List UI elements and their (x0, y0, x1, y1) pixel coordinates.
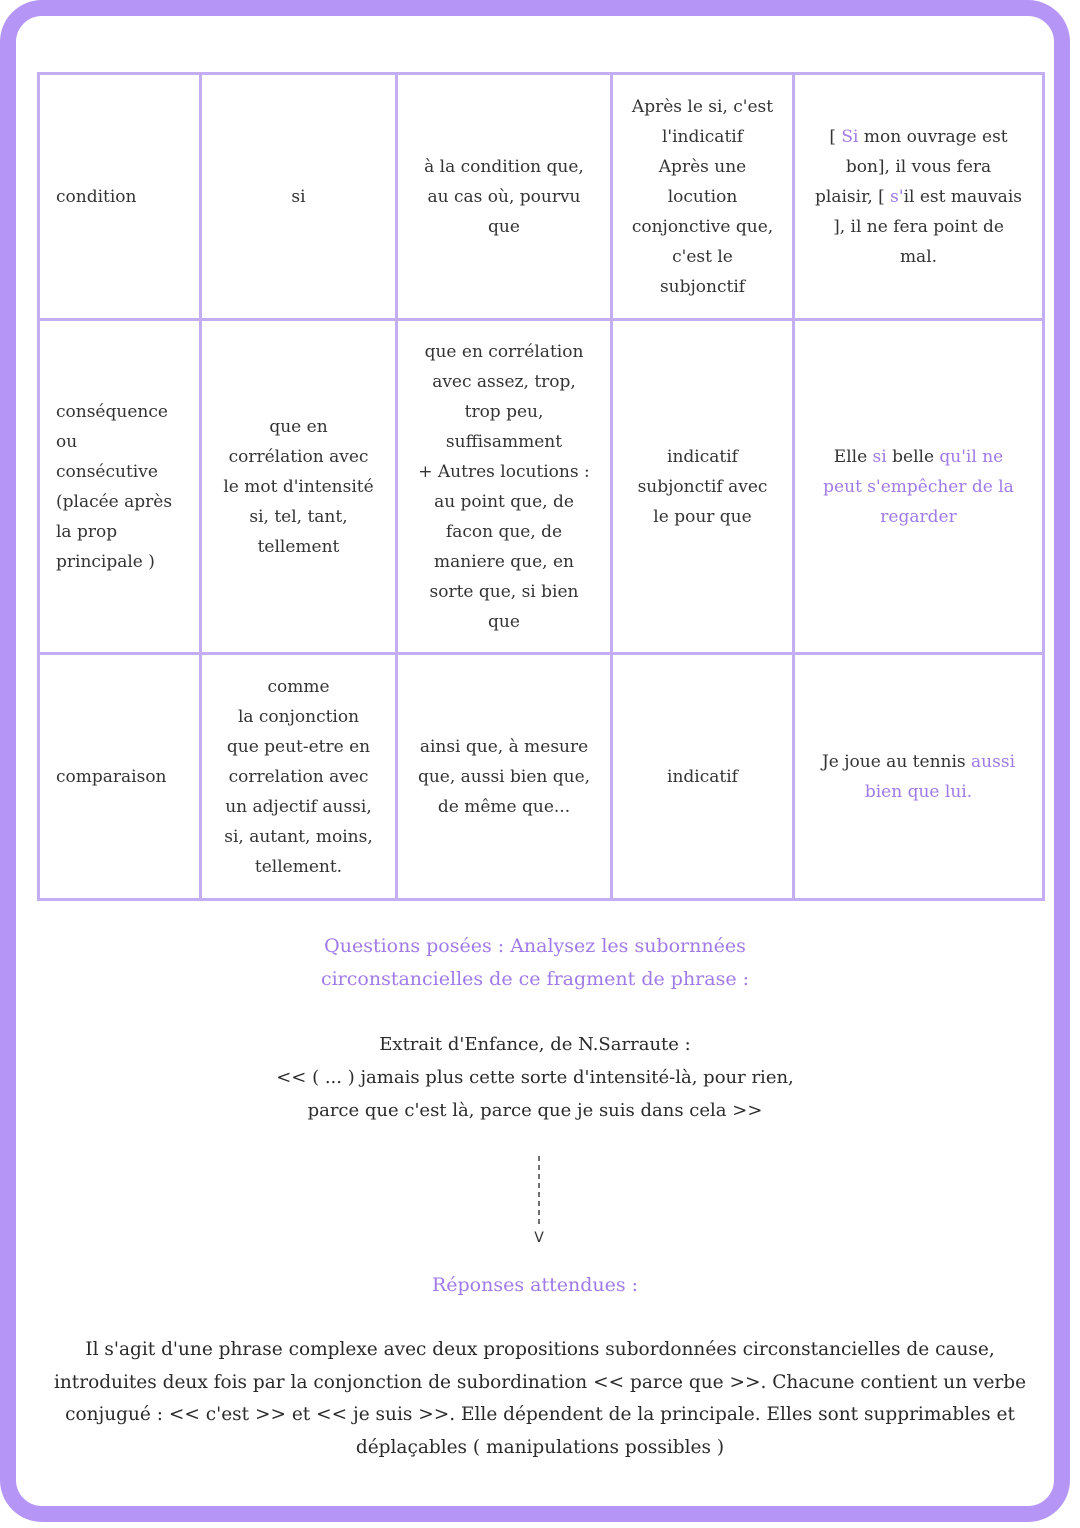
cell-line: si, autant, moins, (224, 826, 373, 847)
conjunction-cell (201, 654, 397, 900)
cell-line: si, tel, tant, (249, 506, 348, 527)
cell-line (809, 152, 1028, 182)
cell-line: que en (269, 416, 328, 437)
dashed-down-arrow-icon (532, 1156, 546, 1244)
questions-line-2: circonstancielles de ce fragment de phrase : (320, 968, 750, 990)
cell-line: que (488, 611, 520, 632)
questions-line-1: Questions posées : Analysez les subornnées (324, 935, 746, 957)
example-cell (794, 654, 1044, 900)
type-cell (39, 654, 201, 900)
cell-line: suffisamment (445, 431, 563, 452)
answers-body (50, 1334, 1030, 1464)
mode-cell (612, 654, 794, 900)
text-segment: mon ouvrage est (858, 126, 1008, 147)
conjunction-table (37, 72, 1045, 901)
cell-line: indicatif (667, 446, 738, 467)
cell-line: indicatif (667, 766, 738, 787)
cell-line: que, aussi bien que, (417, 766, 591, 787)
excerpt-line-2: parce que c'est là, parce que je suis dans cela >> (307, 1100, 763, 1121)
cell-line: + Autres locutions : (418, 461, 590, 482)
cell-line: un adjectif aussi, (225, 796, 372, 817)
cell-line: à la condition que, (424, 156, 584, 177)
cell-line (809, 777, 1028, 807)
text-segment: plaisir, [ (815, 186, 891, 207)
text-segment: ], il ne fera point de (833, 216, 1004, 237)
type-cell (39, 74, 201, 320)
text-segment: belle (886, 446, 940, 467)
cell-line: conjonctive que, (631, 216, 774, 237)
cell-line: maniere que, en (433, 551, 574, 572)
conjunction-cell (201, 74, 397, 320)
answers-line-4: déplaçables ( manipulations possibles ) (355, 1436, 725, 1458)
cell-line: la conjonction (237, 706, 360, 727)
cell-line: l'indicatif (661, 126, 744, 147)
mode-cell (612, 74, 794, 320)
text-segment: [ (829, 126, 842, 147)
cell-line: que (488, 216, 520, 237)
cell-line: correlation avec (228, 766, 369, 787)
excerpt-line-1: << ( ... ) jamais plus cette sorte d'intensité-là, pour rien, (276, 1067, 794, 1088)
cell-line: au point que, de (434, 491, 574, 512)
answers-line-2: introduites deux fois par la conjonction de subordination << parce que >>. Chacune contient un verbe (53, 1371, 1027, 1393)
cell-line: Après le si, c'est (631, 96, 774, 117)
cell-line: c'est le (672, 246, 733, 267)
cell-line (809, 747, 1028, 777)
text-segment: mal. (899, 246, 938, 267)
highlighted-segment: bien que lui. (864, 781, 973, 802)
cell-line: facon que, de (445, 521, 563, 542)
cell-line: la prop (56, 521, 118, 542)
cell-line: de même que... (437, 796, 571, 817)
cell-line: ou (56, 431, 78, 452)
answers-line-3: conjugué : << c'est >> et << je suis >>. Elle dépendent de la principale. Elles sont supprimables et (65, 1404, 1015, 1425)
cell-line: comme (267, 676, 330, 697)
highlighted-segment: s' (890, 186, 904, 207)
text-segment: bon], il vous fera (845, 156, 992, 177)
conjunction-cell (201, 320, 397, 654)
cell-line (809, 122, 1028, 152)
cell-line: corrélation avec (228, 446, 369, 467)
answers-line-1: Il s'agit d'une phrase complexe avec deux propositions subordonnées circonstancielles de cause, (85, 1339, 995, 1360)
cell-line (809, 472, 1028, 502)
cell-line: sorte que, si bien (429, 581, 579, 602)
cell-line (809, 442, 1028, 472)
table-row (39, 74, 1044, 320)
example-cell (794, 74, 1044, 320)
cell-line: tellement. (254, 856, 343, 877)
text-segment: Elle (833, 446, 873, 467)
type-cell (39, 320, 201, 654)
text-segment: il est mauvais (903, 186, 1022, 207)
cell-line (809, 182, 1028, 212)
highlighted-segment: regarder (880, 506, 957, 527)
cell-line: principale ) (56, 551, 155, 572)
cell-line: avec assez, trop, (432, 371, 576, 392)
cell-line (809, 212, 1028, 242)
table-row (39, 654, 1044, 900)
cell-line: le mot d'intensité (223, 476, 374, 497)
text-segment: Je joue au tennis (821, 751, 972, 772)
cell-line: (placée après (56, 491, 173, 512)
highlighted-segment: qu'il ne (939, 446, 1004, 467)
excerpt-source: Extrait d'Enfance, de N.Sarraute : (379, 1034, 691, 1055)
cell-line: subjonctif avec (637, 476, 768, 497)
cell-line: consécutive (56, 461, 158, 482)
cell-line: que en corrélation (424, 341, 584, 362)
mode-cell (612, 320, 794, 654)
arrow-head: V (534, 1230, 544, 1244)
locution-cell (397, 74, 612, 320)
answers-title: Réponses attendues : (431, 1274, 639, 1296)
cell-line: subjonctif (659, 276, 746, 297)
cell-line: condition (56, 186, 137, 207)
highlighted-segment: Si (841, 126, 859, 147)
cell-line: Après une (658, 156, 747, 177)
highlighted-segment: peut s'empêcher de la (823, 476, 1014, 497)
cell-line: locution (667, 186, 738, 207)
cell-line (809, 242, 1028, 272)
cell-line: au cas où, pourvu (427, 186, 581, 207)
cell-line: que peut-etre en (226, 736, 371, 757)
cell-line: trop peu, (464, 401, 544, 422)
cell-line: ainsi que, à mesure (419, 736, 589, 757)
locution-cell (397, 654, 612, 900)
cell-line: conséquence (56, 401, 168, 422)
cell-line: comparaison (56, 766, 167, 787)
highlighted-segment: si (872, 446, 887, 467)
cell-line: le pour que (653, 506, 752, 527)
example-cell (794, 320, 1044, 654)
cell-line: si (291, 186, 306, 207)
cell-line (809, 502, 1028, 532)
cell-line: tellement (257, 536, 340, 557)
highlighted-segment: aussi (971, 751, 1016, 772)
locution-cell (397, 320, 612, 654)
table-row (39, 320, 1044, 654)
